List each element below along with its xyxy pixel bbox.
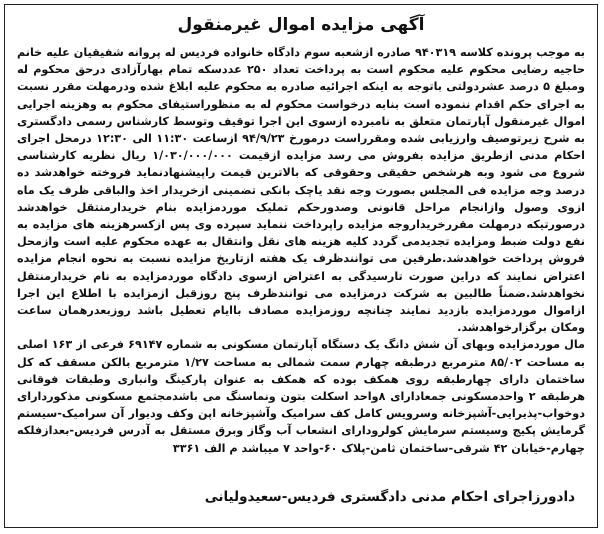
legal-notice: [4, 4, 598, 528]
notice-signature: دادورزاجرای احکام مدنی دادگستری فردیس-سعیدولیانی: [204, 489, 575, 505]
notice-title: آگهی مزایده اموال غیرمنقول: [177, 15, 425, 35]
notice-paragraph-2: مال موردمزایده وبهای آن شش دانگ یک دستگاه آپارتمان مسکونی به شماره ۶۹۱۴۷ فرعی از ۱۶۳ اصلی به مساحت ۸۵/۰۲ مترمربع درطبقه چهارم سمت شمالی به مساحت ۱/۲۷ مترمربع بالکن مسقف که کل ساختمان دارای چهارطبقه روی همکف بوده که همکف به عنوان پارکینگ وانباری وطبقات فوقانی هرطبقه ۲ واحدمسکونی جمعادارای ۸واحد اسکلت بتون ونماسنگ می باشدمجتمع مسکونی مذکوردارای دوخواب-پذیرایی-آشپزخانه وسرویس کامل کف سرامیک وآشپزخانه اپن وکف ودیوار آن سرامیک-سیستم گرمایش پکیج وسیستم سرمایش کولرودارای انشعاب آب وگاز وبرق مستقل به آدرس فردیس-بعدازفلکه چهارم-خیابان ۴۲ شرقی-ساختمان ثامن-پلاک ۶۰-واحد ۷ میباشد م الف ۳۳۶۱: [17, 338, 585, 455]
notice-paragraph-1: به موجب پرونده کلاسه ۹۴۰۳۱۹ صادره ازشعبه سوم دادگاه خانواده فردیس له پروانه شفیقیان علیه خانم حاجیه رضایی محکوم علیه محکوم است به پرداخت تعداد ۲۵۰ عددسکه تمام بهارآزادی درحق محکوم له ومبلغ ۵ درصد عشردولتی باتوجه به اینکه اجرائیه صادره به محکوم علیه ابلاغ شده ودرمهلت مقرر نسبت به اجرای حکم اقدام ننموده است بنابه درخواست محکوم له به منظوراستیفای محکوم به وهزینه اجرایی اموال غیرمنقول آپارتمان متعلق به نامبرده ازسوی این اجرا توقیف وتوسط کارشناس رسمی دادگستری به شرح زیرتوصیف وارزیابی شده ومقرراست درمورخ ۹۴/۹/۲۳ ازساعت ۱۱:۳۰ الی ۱۲:۳۰ درمحل اجرای احکام مدنی ازطریق مزایده بفروش می رسد مزایده ازقیمت ۱/۰۳۰/۰۰۰/۰۰۰ ریال نظریه کارشناسی شروع می شود وبه هرشخص حقیقی وحقوقی که بالاترین قیمت راپیشنهادنماید فروخته خواهدشد ده درصد وجه مزایده فی المجلس بصورت وجه نقد یاچک بانکی تضمینی ازخریدار اخذ والباقی ظرف یک ماه ازوی وصول وازانجام مراحل قانونی وصدورحکم تملیک موردمزایده بنام خریدارمنتقل خواهدشد درصورتیکه درمهلت مقررخریداروجه مزایده راپرداخت ننماید سپرده وی پس ازکسرهزینه های مزایده به نفع دولت ضبط ومزایده تجدیدمی گردد کلیه هزینه های نقل وانتقال به عهده محکوم علیه است وازمحل فروش پرداخت خواهدشد.طرفین می توانندظرف یک هفته ازتاریخ مزایده نسبت به نحوه انجام مزایده اعتراض نمایند که دراین صورت تارسیدگی به اعتراض ازسوی دادگاه موردمزایده به نام خریدارمنتقل نخواهدشد.ضمناً طالبین به شرکت درمزایده می توانندظرف پنج روزقبل ازمزایده با اطلاع این اجرا ازاموال موردمزایده بازدید نمایند چنانچه روزمزایده مصادف باایام تعطیل باشد روزبعدرهمان ساعت ومکان برگزارخواهدشد.: [17, 46, 586, 335]
notice-body: [17, 44, 585, 457]
